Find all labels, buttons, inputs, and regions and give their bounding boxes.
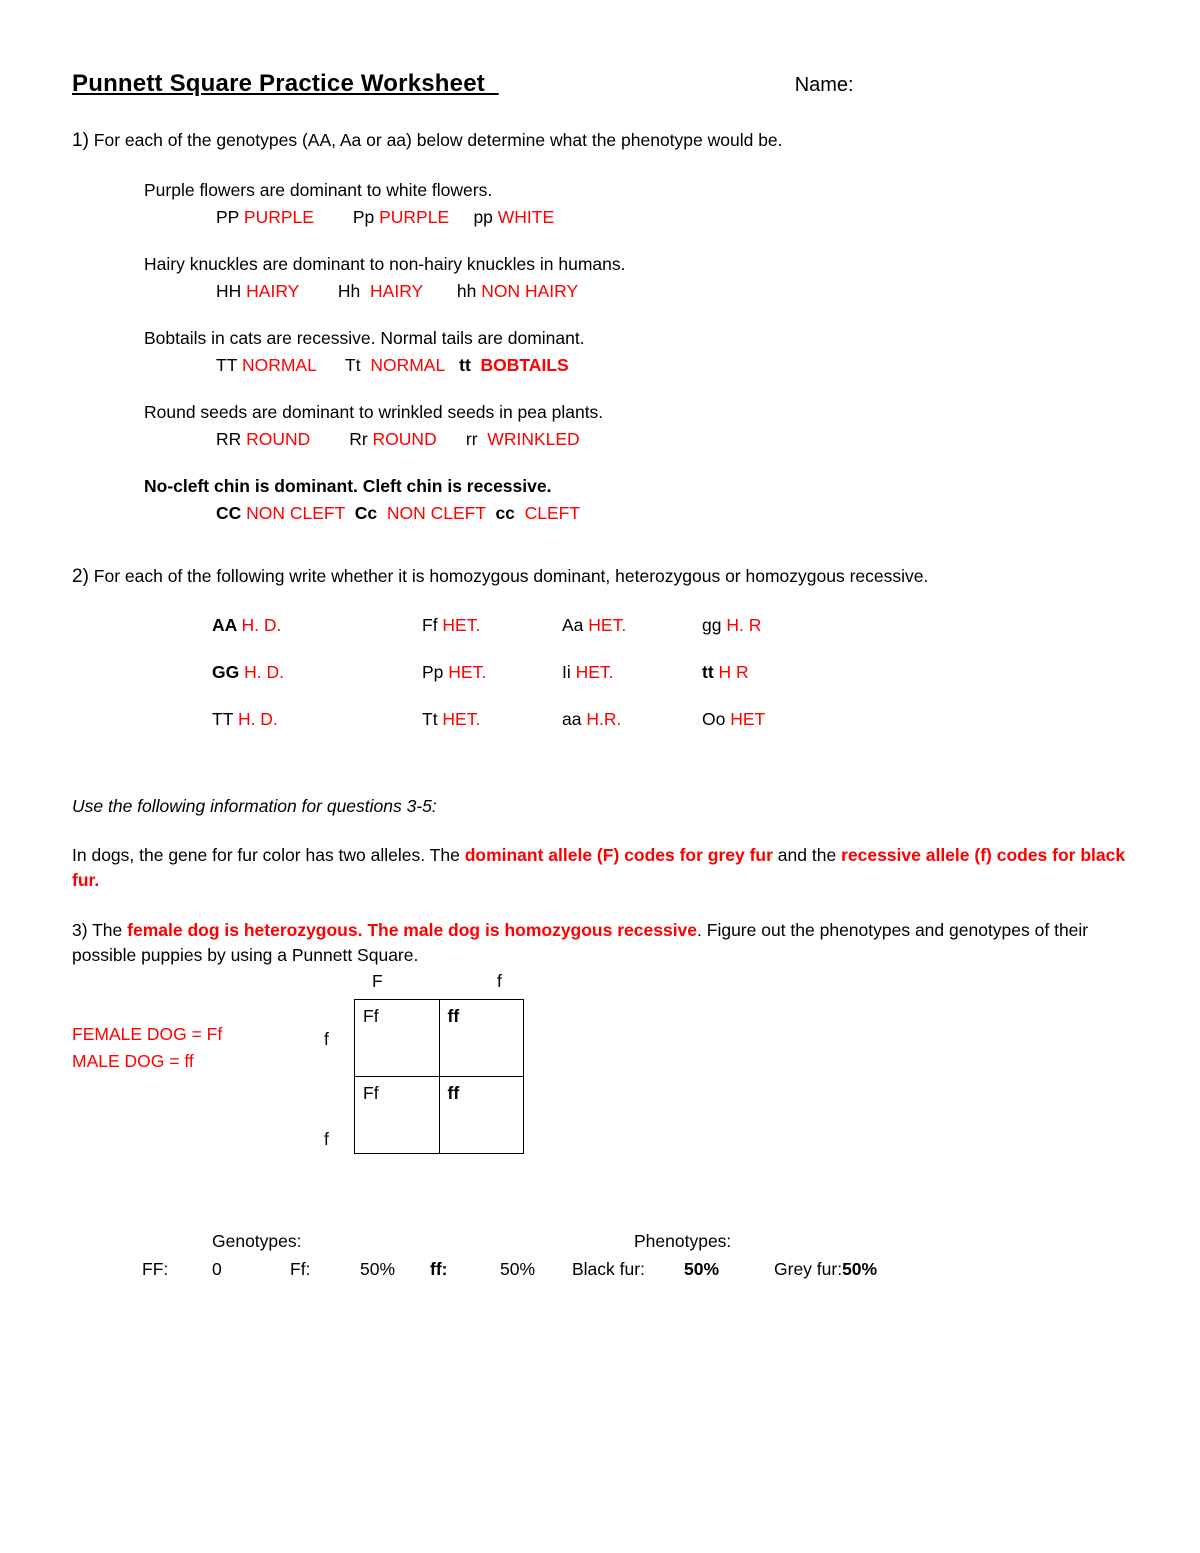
genotype: Tt [422, 709, 443, 730]
q2-cell [562, 709, 702, 756]
question-3-plain-2: . Figure out the phenotypes and genotypes of their possible puppies by using a Punnett Square. [72, 920, 1089, 965]
question-1-number: 1) [72, 130, 89, 151]
question-2-answer-table [212, 615, 842, 756]
q1-item-bobtails-answers [216, 355, 1132, 376]
ff-lower-value: 50% [500, 1259, 536, 1280]
q1-item-seeds [144, 402, 1132, 450]
q1-item-flowers [144, 180, 1132, 228]
zygosity-answer: HET. [442, 709, 481, 730]
phenotype-answer: HAIRY [246, 280, 299, 301]
document-content [72, 70, 1132, 1291]
genotype: Hh [337, 280, 371, 301]
q2-cell [562, 662, 702, 709]
q2-cell [422, 709, 562, 756]
phenotype-answer: PURPLE [379, 206, 450, 227]
table-row [212, 615, 842, 662]
q1-item-chin [144, 476, 1132, 524]
punnett-top-allele-1: F [372, 971, 383, 992]
info-red-1: dominant allele (F) codes for grey fur [464, 845, 773, 866]
Ff-label: Ff: [290, 1259, 311, 1280]
zygosity-answer: HET [730, 709, 766, 730]
results-values-row [142, 1259, 877, 1280]
q1-item-knuckles-prompt: Hairy knuckles are dominant to non-hairy knuckles in humans. [144, 253, 626, 274]
question-3 [72, 918, 1132, 967]
punnett-results [72, 1231, 1132, 1291]
q2-cell [422, 615, 562, 662]
phenotype-answer: ROUND [246, 428, 311, 449]
zygosity-answer: H. D. [244, 662, 284, 683]
phenotype-answer: BOBTAILS [480, 354, 569, 375]
spacer [445, 355, 460, 375]
black-fur-value: 50% [684, 1259, 720, 1280]
ff-lower-label: ff: [430, 1259, 448, 1280]
table-row [212, 662, 842, 709]
q2-cell [212, 662, 422, 709]
zygosity-answer: HET. [448, 662, 487, 683]
genotype: Tt [345, 354, 371, 375]
male-dog-genotype: MALE DOG = ff [72, 1050, 194, 1071]
punnett-top-allele-2: f [497, 971, 502, 992]
female-dog-genotype: FEMALE DOG = Ff [72, 1024, 223, 1045]
grey-fur-value: 50% [842, 1259, 878, 1280]
genotype: tt [459, 354, 481, 375]
table-row [212, 709, 842, 756]
genotype: hh [456, 280, 482, 301]
spacer [299, 281, 338, 301]
genotype: HH [216, 280, 247, 301]
genotype: Cc [354, 502, 387, 523]
genotypes-label: Genotypes: [212, 1231, 302, 1252]
question-3-red: female dog is heterozygous. The male dog is homozygous recessive [127, 920, 698, 941]
phenotypes-label: Phenotypes: [634, 1231, 732, 1252]
info-plain-2: and the [772, 845, 842, 866]
q2-cell [422, 662, 562, 709]
spacer [437, 429, 466, 449]
zygosity-answer: HET. [575, 662, 614, 683]
genotype: Ff [422, 615, 443, 636]
spacer [449, 207, 473, 227]
punnett-square-grid [354, 999, 524, 1154]
zygosity-answer: H.R. [586, 709, 622, 730]
q1-item-chin-answers [216, 503, 1132, 524]
q2-cell [702, 709, 842, 756]
genotype: TT [216, 354, 242, 375]
punnett-cell-1-1: Ff [355, 1000, 440, 1077]
q1-item-bobtails [144, 328, 1132, 376]
spacer [486, 503, 496, 523]
phenotype-answer: NORMAL [370, 354, 445, 375]
genotype: AA [212, 615, 242, 636]
genotype: TT [212, 709, 238, 730]
phenotype-answer: NON CLEFT [386, 502, 486, 523]
parent-genotypes [72, 1021, 222, 1074]
genotype: gg [702, 615, 727, 636]
info-plain-1: In dogs, the gene for fur color has two alleles. The [72, 845, 465, 866]
genotype: pp [473, 206, 498, 227]
question-2-text: For each of the following write whether it is homozygous dominant, heterozygous or homozygous recessive. [88, 565, 929, 586]
q2-cell [212, 709, 422, 756]
spacer [310, 429, 349, 449]
q1-item-flowers-prompt: Purple flowers are dominant to white flowers. [144, 179, 493, 200]
q1-item-chin-prompt: No-cleft chin is dominant. Cleft chin is recessive. [144, 475, 552, 496]
zygosity-answer: H. R [726, 615, 762, 636]
zygosity-answer: H. D. [241, 615, 282, 636]
genotype: CC [216, 502, 247, 523]
spacer [316, 355, 345, 375]
phenotype-answer: ROUND [372, 428, 437, 449]
punnett-row [355, 1000, 524, 1077]
name-field-label: Name: [794, 74, 854, 96]
spacer [345, 503, 355, 523]
phenotype-answer: WRINKLED [487, 428, 580, 449]
page-title: Punnett Square Practice Worksheet [72, 70, 499, 97]
genotype: Aa [562, 615, 589, 636]
punnett-row [355, 1077, 524, 1154]
question-1 [72, 128, 1132, 154]
question-3-plain-1: The [87, 920, 128, 941]
punnett-side-allele-1: f [324, 1029, 329, 1050]
punnett-side-allele-2: f [324, 1129, 329, 1150]
genotype: Ii [562, 662, 576, 683]
genotype: RR [216, 428, 247, 449]
Ff-value: 50% [360, 1259, 396, 1280]
genotype: Oo [702, 709, 731, 730]
grey-fur-label: Grey fur: [774, 1259, 843, 1280]
black-fur-label: Black fur: [572, 1259, 645, 1280]
genotype: tt [702, 662, 719, 683]
question-1-text: For each of the genotypes (AA, Aa or aa) below determine what the phenotype would be. [88, 130, 783, 150]
question-2 [72, 564, 1132, 590]
q2-cell [212, 615, 422, 662]
phenotype-answer: WHITE [497, 206, 555, 227]
q2-cell [562, 615, 702, 662]
info-red-2: recessive allele (f) codes for black fur. [72, 845, 1126, 890]
q1-item-seeds-answers [216, 429, 1132, 450]
question-2-number: 2) [72, 565, 89, 587]
zygosity-answer: HET. [588, 615, 627, 636]
q2-cell [702, 615, 842, 662]
genotype: Pp [422, 662, 449, 683]
spacer [423, 281, 457, 301]
genotype: Pp [352, 206, 380, 227]
q1-item-seeds-prompt: Round seeds are dominant to wrinkled seeds in pea plants. [144, 401, 604, 422]
phenotype-answer: NON CLEFT [246, 502, 345, 523]
punnett-cell-1-2: ff [439, 1000, 524, 1077]
phenotype-answer: NORMAL [241, 354, 317, 375]
zygosity-answer: H. D. [237, 709, 278, 730]
punnett-cell-2-1: Ff [355, 1077, 440, 1154]
info-note: Use the following information for questions 3-5: [72, 796, 437, 817]
q1-item-knuckles [144, 254, 1132, 302]
question-1-items [144, 180, 1132, 524]
q1-item-flowers-answers [216, 207, 1132, 228]
genotype: PP [216, 206, 244, 227]
phenotype-answer: NON HAIRY [481, 280, 579, 301]
punnett-cell-2-2: ff [439, 1077, 524, 1154]
q1-item-bobtails-prompt: Bobtails in cats are recessive. Normal tails are dominant. [144, 327, 585, 348]
q2-cell [702, 662, 842, 709]
genotype: Rr [349, 428, 373, 449]
spacer [314, 207, 353, 227]
genotype: rr [465, 428, 488, 449]
punnett-square-area [72, 971, 1132, 1201]
zygosity-answer: H R [718, 662, 749, 683]
info-paragraph [72, 843, 1132, 892]
phenotype-answer: PURPLE [243, 206, 314, 227]
genotype: cc [495, 502, 525, 523]
ff-capital-label: FF: [142, 1259, 169, 1280]
phenotype-answer: HAIRY [370, 280, 423, 301]
q1-item-knuckles-answers [216, 281, 1132, 302]
phenotype-answer: CLEFT [524, 502, 581, 523]
zygosity-answer: HET. [442, 615, 481, 636]
ff-capital-value: 0 [212, 1259, 222, 1280]
genotype: aa [562, 709, 587, 730]
genotype: GG [212, 662, 245, 683]
question-3-number: 3) [72, 920, 88, 941]
document-header [72, 70, 1132, 98]
